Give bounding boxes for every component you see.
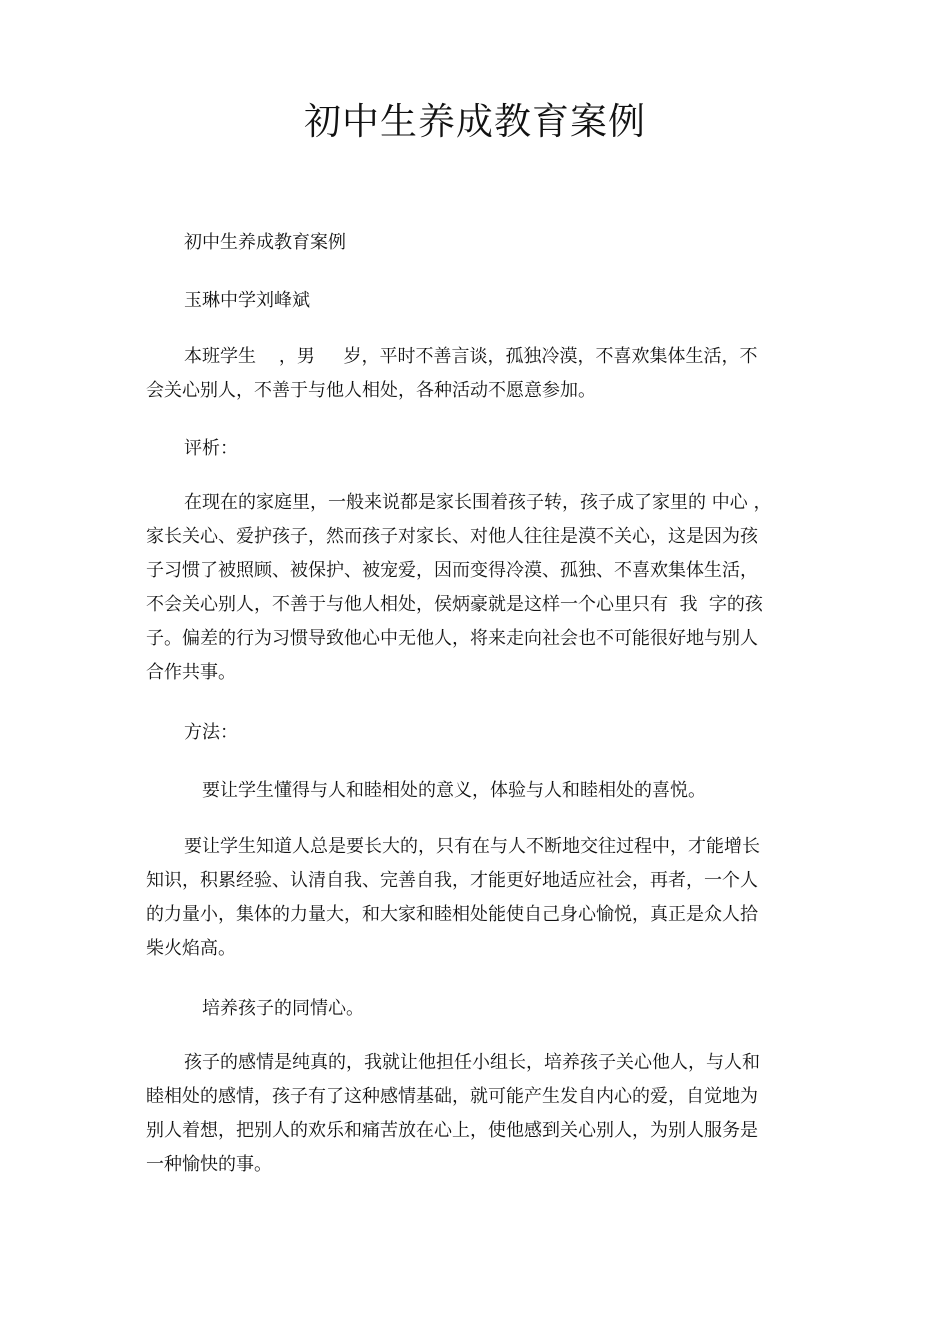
method-para1-line: 的力量小，集体的力量大，和大家和睦相处能使自己身心愉悦，真正是众人拾: [146, 904, 758, 925]
author-paragraph: [146, 284, 806, 318]
analysis-line: 合作共事。: [146, 662, 236, 683]
analysis-line: 子习惯了被照顾、被保护、被宠爱，因而变得冷漠、孤独、不喜欢集体生活，: [146, 560, 758, 581]
author-text: 玉琳中学刘峰斌: [184, 290, 310, 311]
method-point-1-paragraph: [146, 774, 806, 808]
method-para1-line: 柴火焰高。: [146, 938, 236, 959]
method-para2-line: 一种愉快的事。: [146, 1154, 272, 1175]
intro-line: 本班学生 ，男 岁，平时不善言谈，孤独冷漠，不喜欢集体生活，不: [184, 346, 758, 367]
method-paragraph-1: [146, 830, 806, 966]
intro-line: 会关心别人，不善于与他人相处，各种活动不愿意参加。: [146, 380, 596, 401]
method-heading-paragraph: [146, 716, 806, 750]
analysis-line: 不会关心别人，不善于与他人相处，侯炳豪就是这样一个心里只有 我 字的孩: [146, 594, 763, 615]
analysis-line: 家长关心、爱护孩子，然而孩子对家长、对他人往往是漠不关心，这是因为孩: [146, 526, 758, 547]
analysis-heading-paragraph: [146, 432, 806, 466]
page-title: 初中生养成教育案例: [304, 100, 646, 143]
method-para2-line: 孩子的感情是纯真的，我就让他担任小组长，培养孩子关心他人，与人和: [184, 1052, 760, 1073]
subtitle-text: 初中生养成教育案例: [184, 232, 346, 253]
method-point-2: 培养孩子的同情心。: [202, 998, 364, 1019]
method-para2-line: 睦相处的感情，孩子有了这种感情基础，就可能产生发自内心的爱，自觉地为: [146, 1086, 758, 1107]
analysis-paragraph: [146, 486, 806, 690]
intro-paragraph: [146, 340, 806, 408]
analysis-line: 在现在的家庭里，一般来说都是家长围着孩子转，孩子成了家里的 中心 ，: [184, 492, 772, 513]
method-para1-line: 知识，积累经验、认清自我、完善自我，才能更好地适应社会，再者，一个人: [146, 870, 758, 891]
method-point-2-paragraph: [146, 992, 806, 1026]
method-para2-line: 别人着想，把别人的欢乐和痛苦放在心上，使他感到关心别人，为别人服务是: [146, 1120, 758, 1141]
subtitle-paragraph: [146, 226, 806, 260]
method-heading: 方法：: [184, 722, 238, 743]
method-point-1: 要让学生懂得与人和睦相处的意义，体验与人和睦相处的喜悦。: [202, 780, 706, 801]
method-paragraph-2: [146, 1046, 806, 1182]
analysis-line: 子。偏差的行为习惯导致他心中无他人，将来走向社会也不可能很好地与别人: [146, 628, 758, 649]
analysis-heading: 评析：: [184, 438, 238, 459]
method-para1-line: 要让学生知道人总是要长大的，只有在与人不断地交往过程中，才能增长: [184, 836, 760, 857]
